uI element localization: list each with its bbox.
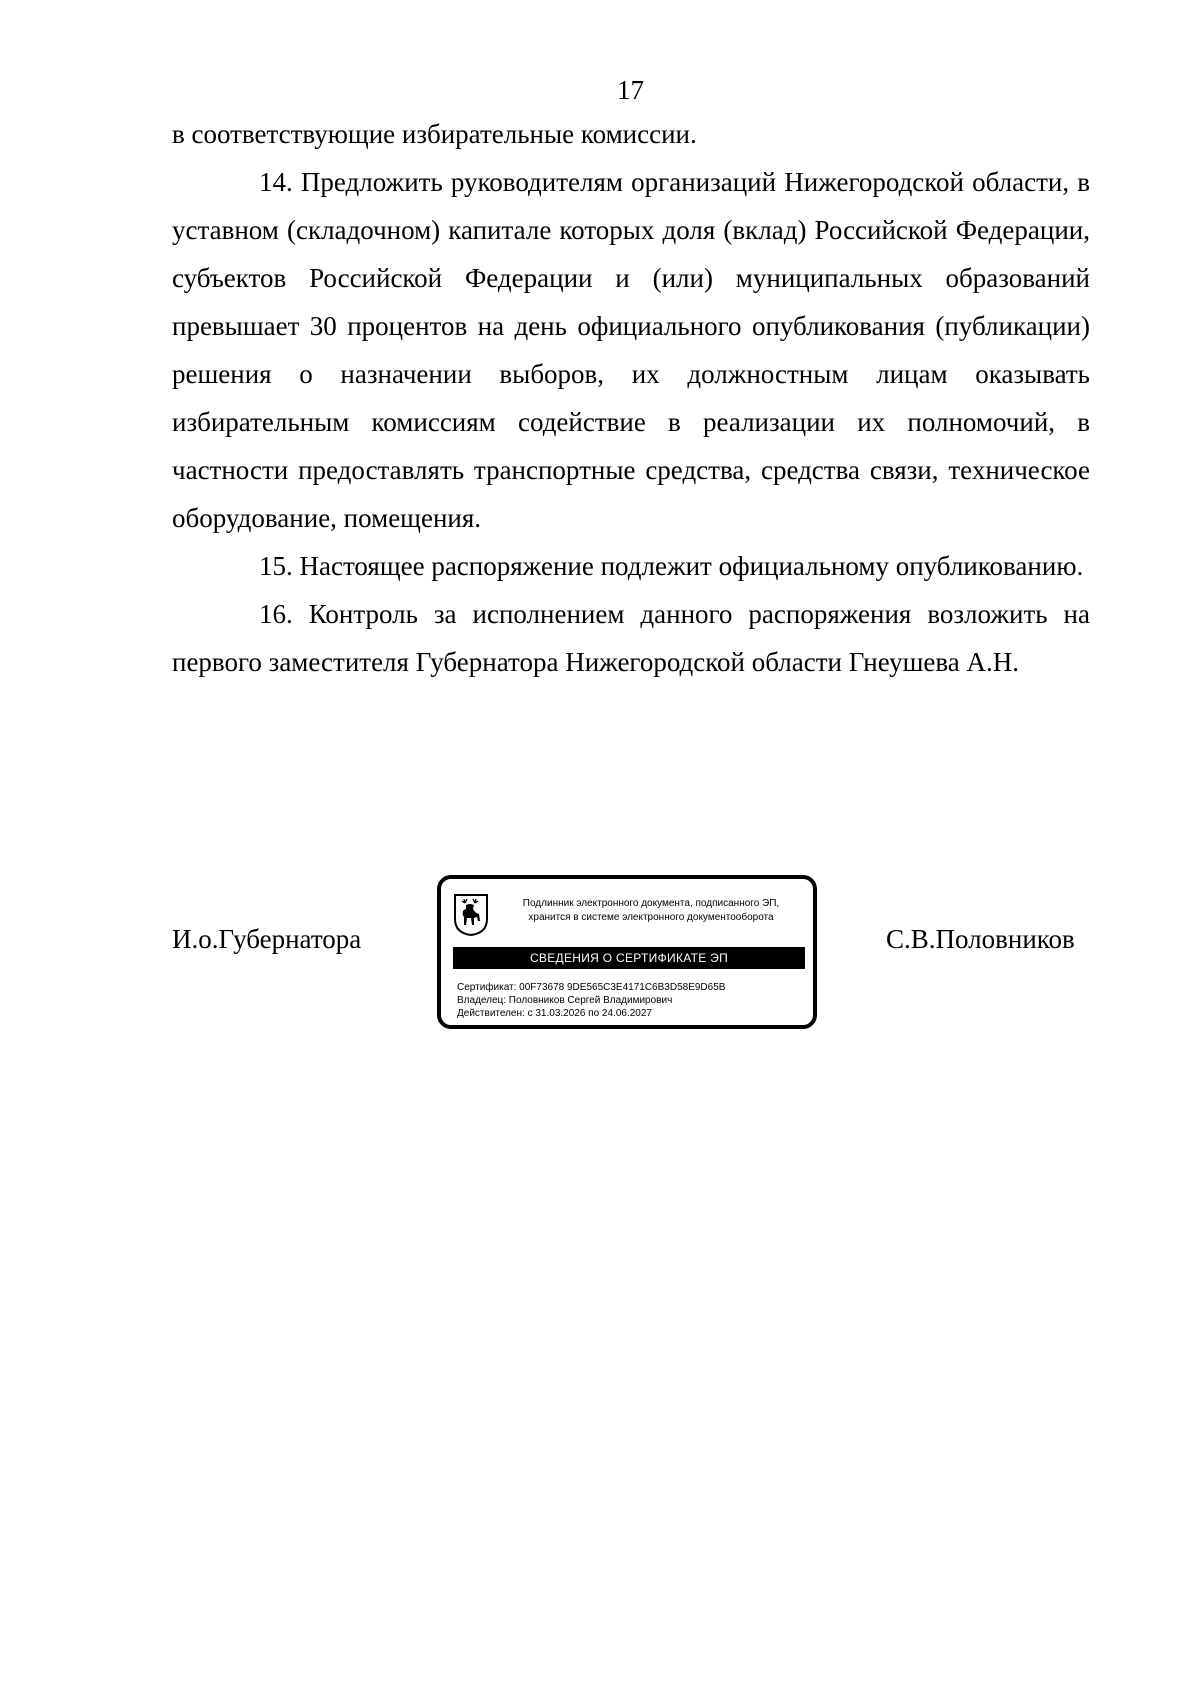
signatory-name: С.В.Половников	[886, 924, 1075, 954]
stamp-header-line-1: Подлинник электронного документа, подписанного ЭП,	[522, 898, 780, 909]
signatory-title: И.о.Губернатора	[172, 924, 362, 954]
paragraph-continuation: в соответствующие избирательные комиссии.	[172, 119, 697, 149]
electronic-signature-stamp	[437, 875, 817, 1029]
certificate-number: Сертификат: 00F73678 9DE565C3E4171C6B3D58E9D65B	[457, 982, 726, 993]
paragraph-14: 14. Предложить руководителям организаций Нижегородской области, в уставном (складочном) капитале которых доля (вклад) Российской Федерации, субъектов Российской Федерации и (или) муниципальных образований превышает 30 процентов на день официального опубликования (публикации) решения о назначении выборов, их должностным лицам оказывать избирательным комиссиям содействие в реализации их полномочий, в частности предоставлять транспортные средства, средства связи, техническое оборудование, помещения.	[172, 167, 1090, 533]
page-number: 17	[617, 75, 644, 105]
certificate-owner: Владелец: Половников Сергей Владимирович	[457, 995, 673, 1006]
paragraph-16: 16. Контроль за исполнением данного распоряжения возложить на первого заместителя Губернатора Нижегородской области Гнеушева А.Н.	[172, 599, 1090, 677]
stamp-header-line-2: хранится в системе электронного документооборота	[528, 912, 774, 923]
certificate-validity: Действителен: с 31.03.2026 по 24.06.2027	[457, 1008, 652, 1019]
document-body	[172, 110, 1090, 686]
stamp-header	[501, 897, 801, 925]
certificate-info-bar: СВЕДЕНИЯ О СЕРТИФИКАТЕ ЭП	[453, 947, 805, 969]
paragraph-15: 15. Настоящее распоряжение подлежит официальному опубликованию.	[259, 551, 1084, 581]
certificate-details	[457, 981, 807, 1020]
deer-coat-of-arms-icon	[453, 893, 489, 937]
signature-block	[0, 867, 1200, 1037]
